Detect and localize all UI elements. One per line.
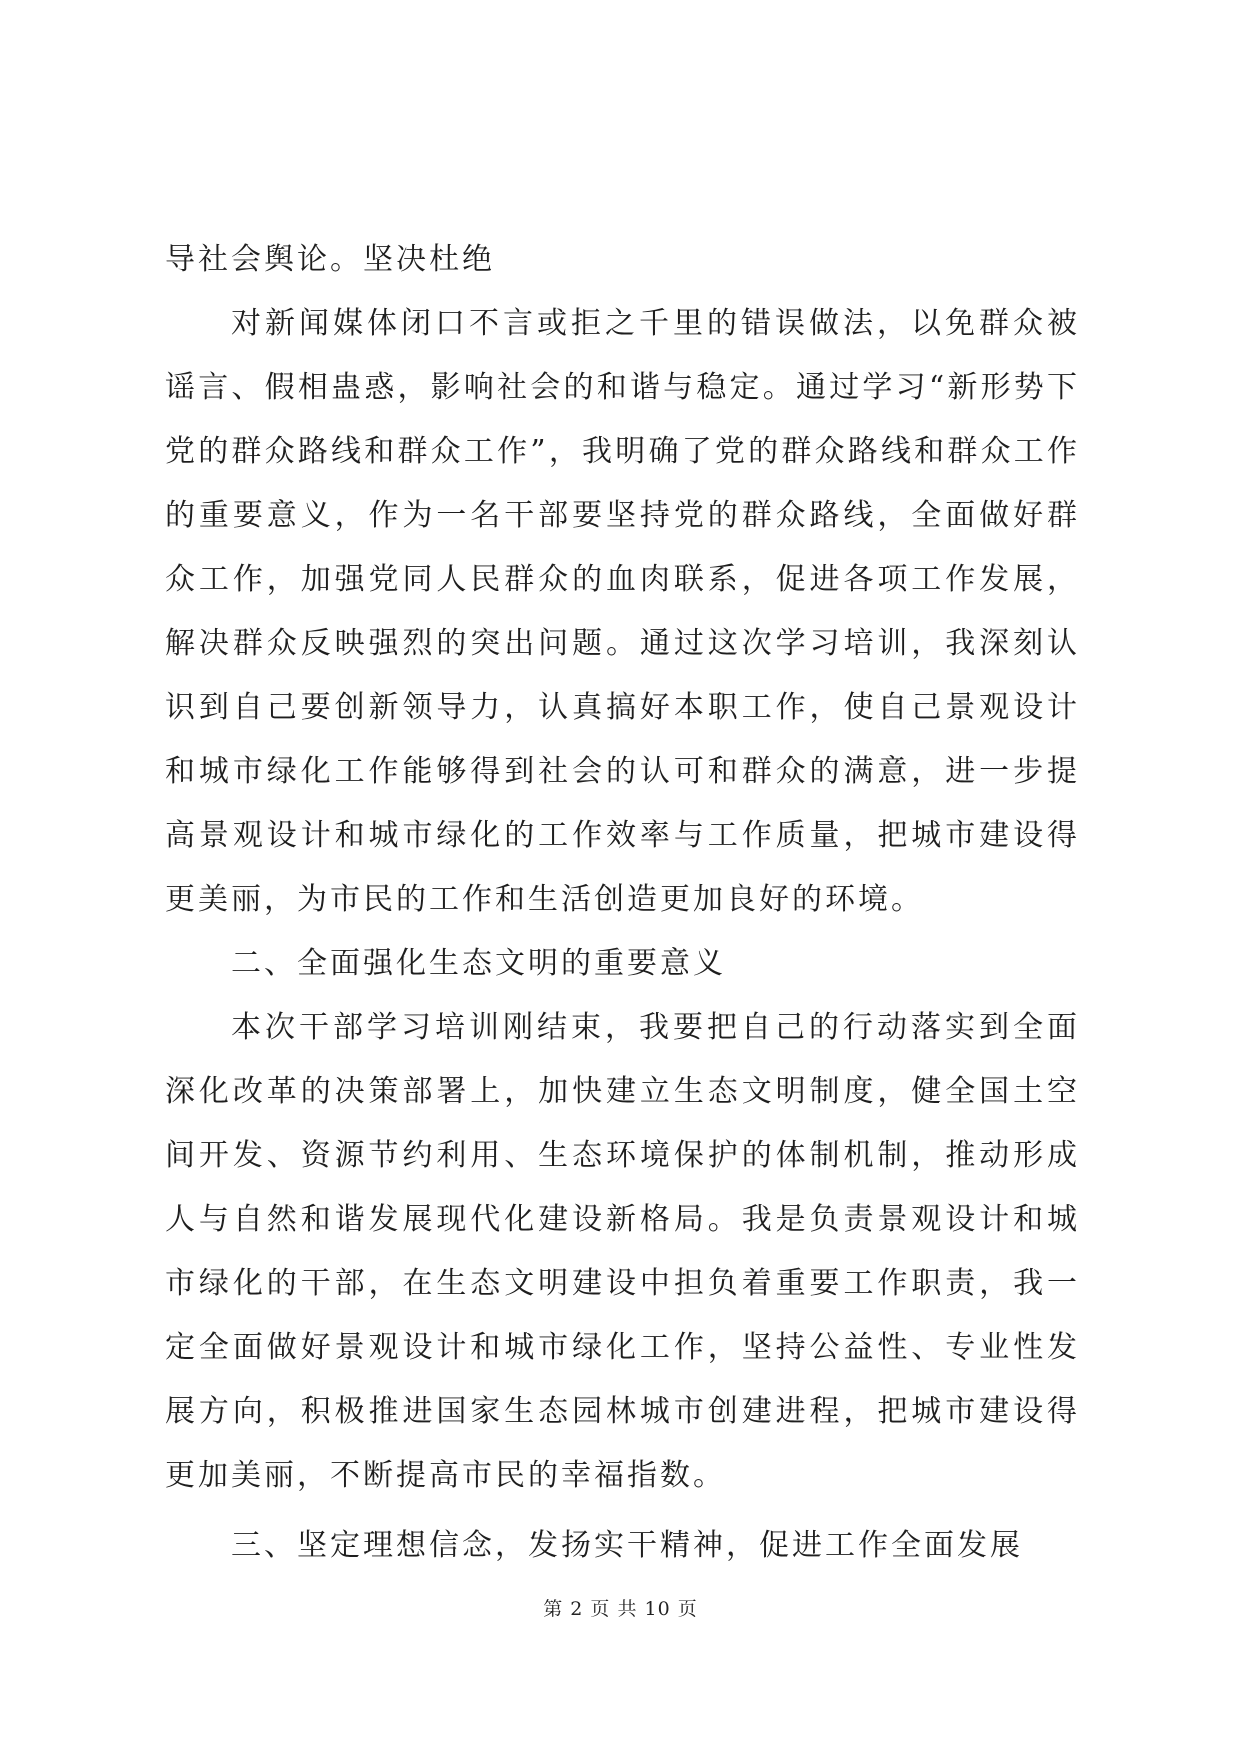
page-number-footer: 第 2 页 共 10 页 xyxy=(543,1598,698,1620)
paragraph-media-and-mass-line: 对新闻媒体闭口不言或拒之千里的错误做法，以免群众被谣言、假相蛊惑，影响社会的和谐与稳定。通过学习“新形势下党的群众路线和群众工作”，我明确了党的群众路线和群众工作的重要意义，作为一名干部要坚持党的群众路线，全面做好群众工作，加强党同人民群众的血肉联系，促进各项工作发展，解决群众反映强烈的突出问题。通过这次学习培训，我深刻认识到自己要创新领导力，认真搞好本职工作，使自己景观设计和城市绿化工作能够得到社会的认可和群众的满意，进一步提高景观设计和城市绿化的工作效率与工作质量，把城市建设得更美丽，为市民的工作和生活创造更加良好的环境。 xyxy=(165,306,1080,917)
paragraph-ecological-civilization: 本次干部学习培训刚结束，我要把自己的行动落实到全面深化改革的决策部署上，加快建立生态文明制度，健全国土空间开发、资源节约利用、生态环境保护的体制机制，推动形成人与自然和谐发展现代化建设新格局。我是负责景观设计和城市绿化的干部，在生态文明建设中担负着重要工作职责，我一定全面做好景观设计和城市绿化工作，坚持公益性、专业性发展方向，积极推进国家生态园林城市创建进程，把城市建设得更加美丽，不断提高市民的幸福指数。 xyxy=(165,1010,1080,1493)
document-body xyxy=(165,228,1080,1578)
section-heading-ecological-civilization: 二、全面强化生态文明的重要意义 xyxy=(231,946,726,981)
section-heading-ideals-and-practice: 三、坚定理想信念，发扬实干精神，促进工作全面发展 xyxy=(231,1528,1023,1563)
paragraph-continuation: 导社会舆论。坚决杜绝 xyxy=(165,242,495,277)
